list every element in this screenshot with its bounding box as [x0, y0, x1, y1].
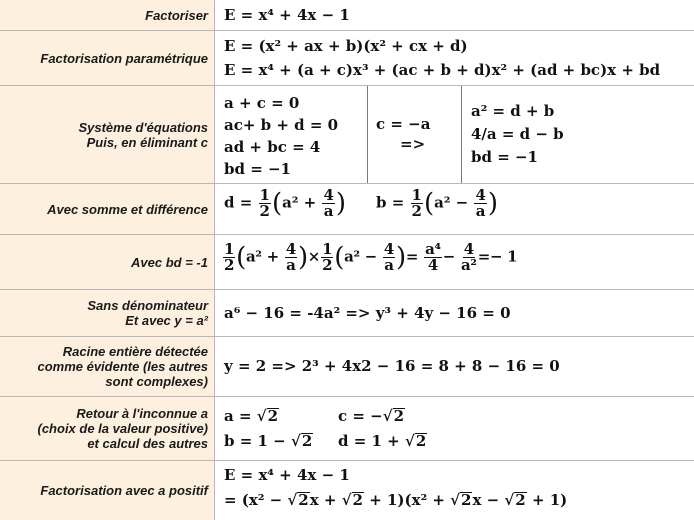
expression-e-final: E = x⁴ + 4x − 1 — [224, 466, 350, 484]
row-label: Sans dénominateur Et avec y = a² — [0, 290, 215, 336]
parametric-expansion: E = x⁴ + (a + c)x³ + (ac + b + d)x² + (ad + bc)x + bd — [224, 61, 661, 79]
row-bd — [0, 235, 694, 290]
parametric-product: E = (x² + ax + b)(x² + cx + d) — [224, 37, 468, 55]
row-label: Racine entière détectée comme évidente (les autres sont complexes) — [0, 337, 215, 396]
row-factorisation-finale — [0, 461, 694, 520]
row-label: Avec bd = -1 — [0, 235, 215, 289]
row-sans-denominateur — [0, 290, 694, 337]
c-value: c = −√2 — [338, 407, 405, 425]
final-factorisation: = (x² − √2x + √2 + 1)(x² + √2x − √2 + 1) — [224, 491, 568, 509]
row-label: Système d'équations Puis, en éliminant c — [0, 86, 215, 183]
reduced-system: a² = d + b 4/a = d − b bd = −1 — [471, 102, 564, 166]
row-factoriser — [0, 0, 694, 31]
expression-e: E = x⁴ + 4x − 1 — [224, 6, 350, 24]
d-formula: d = $\frac{1}{2}$ (a² + $\frac{4}{a}$ ) — [224, 186, 347, 220]
row-label: Factorisation avec a positif — [0, 461, 215, 520]
d-value: d = 1 + √2 — [338, 432, 427, 450]
row-somme-difference — [0, 184, 694, 235]
b-formula: b = $\frac{1}{2}$ (a² − $\frac{4}{a}$ ) — [376, 186, 499, 220]
row-retour — [0, 397, 694, 461]
row-label: Retour à l'inconnue a (choix de la valeur positive) et calcul des autres — [0, 397, 215, 460]
row-label: Factoriser — [0, 0, 215, 30]
root-check: y = 2 => 2³ + 4x2 − 16 = 8 + 8 − 16 = 0 — [224, 357, 560, 375]
row-label: Avec somme et différence — [0, 184, 215, 234]
row-factorisation-parametrique — [0, 31, 694, 86]
product-equation: $\frac{1}{2}$ (a² + $\frac{4}{a}$ )× $\frac{1}{2}$ (a² − $\frac{4}{a}$ )= $\frac{\text{a⁴}}{4}$ − $\frac{4}{\text{a²}}$ =− 1 — [224, 240, 518, 274]
row-racine — [0, 337, 694, 397]
eliminate-c: c = −a => — [376, 115, 431, 153]
row-systeme — [0, 86, 694, 184]
b-value: b = 1 − √2 — [224, 432, 313, 450]
equation-system: a + c = 0 ac+ b + d = 0 ad + bc = 4 bd = −1 — [224, 94, 339, 178]
row-label: Factorisation paramétrique — [0, 31, 215, 85]
a-value: a = √2 — [224, 407, 279, 425]
cubic-equation: a⁶ − 16 = -4a² => y³ + 4y − 16 = 0 — [224, 304, 511, 322]
